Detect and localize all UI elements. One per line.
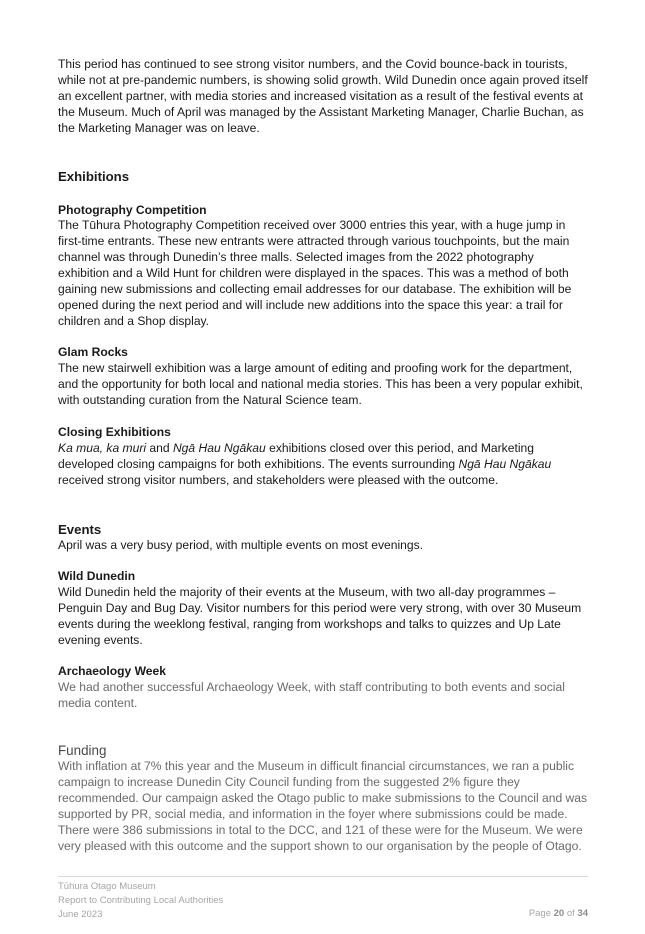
footer-org: Tūhura Otago Museum: [58, 881, 156, 892]
page-content: [58, 57, 588, 855]
footer-divider: [58, 876, 588, 877]
exhibitions-heading: Exhibitions: [58, 168, 130, 184]
total-pages: 34: [577, 908, 588, 919]
wild-dunedin-title: Wild Dunedin: [58, 568, 136, 583]
glam-rocks-title: Glam Rocks: [58, 344, 128, 359]
exhibition-name: Ngā Hau Ngākau: [172, 441, 266, 456]
archaeology-week-body: We had another successful Archaeology Week, with staff contributing to both events and social media content.: [58, 680, 565, 711]
exhibition-name: Ngā Hau Ngākau: [458, 457, 552, 472]
exhibition-name: Ka mua, ka muri: [58, 441, 147, 456]
footer-date: June 2023: [58, 909, 103, 920]
intro-paragraph: This period has continued to see strong visitor numbers, and the Covid bounce-back in tourists, while not at pre-pandemic numbers, is showing solid growth. Wild Dunedin once again proved itself an excellent partner, with media stories and increased visitation as a result of the festival events at the Museum. Much of April was managed by the Assistant Marketing Manager, Charlie Buchan, as the Marketing Manager was on leave.: [58, 57, 588, 135]
archaeology-week-title: Archaeology Week: [58, 664, 166, 679]
footer-report: Report to Contributing Local Authorities: [58, 895, 224, 906]
closing-exhibitions-body: Ka mua, ka muri and Ngā Hau Ngākau exhibitions closed over this period, and Marketing developed closing campaigns for both exhibitions. The events surrounding Ngā Hau Ngākau received strong visitor numbers, and stakeholders were pleased with the outcome.: [58, 441, 552, 488]
wild-dunedin-body: Wild Dunedin held the majority of their events at the Museum, with two all-day programmes – Penguin Day and Bug Day. Visitor numbers for this period were very strong, with over 30 Museum events during the weeklong festival, ranging from workshops and talks to quizzes and Up Late evening events.: [58, 584, 582, 647]
funding-body: With inflation at 7% this year and the Museum in difficult financial circumstances, we ran a public campaign to increase Dunedin City Council funding from the suggested 2% figure they recommended. Our campaign asked the Otago public to make submissions to the Council and was supported by PR, social media, and information in the foyer where submissions could be made. There were 386 submissions in total to the DCC, and 121 of these were for the Museum. We were very pleased with this outcome and the support shown to our organisation by the people of Otago.: [58, 759, 588, 853]
current-page: 20: [553, 908, 565, 919]
glam-rocks-body: The new stairwell exhibition was a large amount of editing and proofing work for the department, and the opportunity for both local and national media stories. This has been a very popular exhibit, with outstanding curation from the Natural Science team.: [58, 360, 583, 407]
events-intro: April was a very busy period, with multiple events on most evenings.: [58, 538, 423, 553]
photography-competition-title: Photography Competition: [58, 202, 207, 217]
photography-competition-body: The Tūhura Photography Competition received over 3000 entries this year, with a huge jump in first-time entrants. These new entrants were attracted through various touchpoints, but the main channel was through Dunedin’s three malls. Selected images from the 2022 photography exhibition and a Wild Hunt for children were displayed in the spaces. This was a method of both gaining new submissions and collecting email addresses for our database. The exhibition will be opened during the next period and will include new additions into the space this year: a trail for children and a Shop display.: [58, 218, 572, 328]
funding-heading: Funding: [58, 743, 107, 759]
page-number: Page 20 of 34: [528, 908, 588, 919]
events-heading: Events: [58, 522, 102, 538]
footer-info: [58, 880, 223, 922]
closing-exhibitions-title: Closing Exhibitions: [58, 425, 171, 440]
